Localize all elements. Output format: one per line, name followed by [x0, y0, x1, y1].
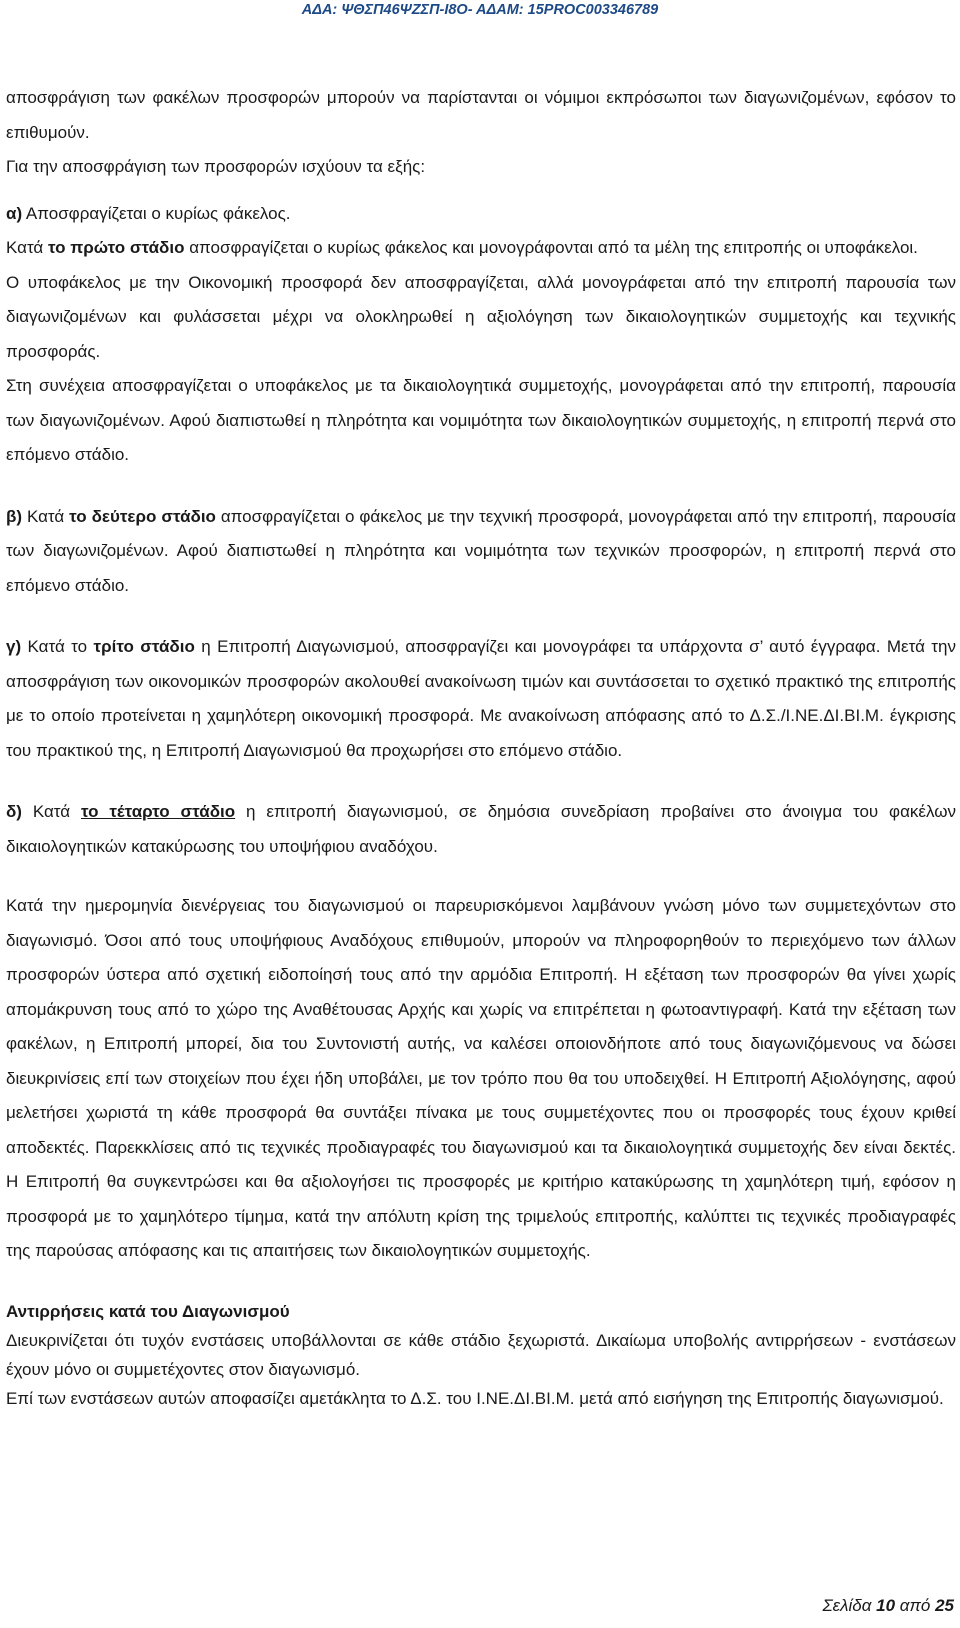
- text-span: αποσφραγίζεται ο φάκελος με την τεχνική προσφορά, μονογράφεται από την επιτροπή, παρουσία των διαγωνιζομένων. Αφού διαπιστωθεί η πληρότητα και νομιμότητα των τεχνικών προσφορών, η επιτροπή περνά στο επόμενο στάδιο.: [6, 506, 956, 595]
- stage-label: γ): [6, 637, 22, 656]
- text-span: αποσφραγίζεται ο κυρίως φάκελος και μονογράφονται από τα μέλη της επιτροπής οι υποφάκελοι.: [184, 238, 918, 257]
- paragraph: Κατά την ημερομηνία διενέργειας του διαγωνισμού οι παρευρισκόμενοι λαμβάνουν γνώση μόνο των συμμετεχόντων στο διαγωνισμό. Όσοι από τους υποψήφιους Αναδόχους επιθυμούν, μπορούν να πληροφορηθούν το περιεχόμενο των άλλων προσφορών ύστερα από σχετική ειδοποίησή τους από την αρμόδια Επιτροπή. Η εξέταση των προσφορών θα γίνει χωρίς απομάκρυνση τους από το χώρο της Αναθέτουσας Αρχής και χωρίς να επιτρέπεται η φωτοαντιγραφή. Κατά την εξέταση των φακέλων, η Επιτροπή μπορεί, δια του Συντονιστή αυτής, να καλέσει οποιονδήποτε από τους διαγωνιζόμενους να δώσει διευκρινίσεις επί των στοιχείων που έχει ήδη υποβάλει, με τον τρόπο που θα του υποδειχθεί. Η Επιτροπή Αξιολόγησης, αφού μελετήσει χωριστά τη κάθε προσφορά θα συντάξει πίνακα με τους συμμετέχοντες που οι προσφορές τους έχουν κριθεί αποδεκτές. Παρεκκλίσεις από τις τεχνικές προδιαγραφές του διαγωνισμού και τα δικαιολογητικά συμμετοχής δεν είναι δεκτές. Η Επιτροπή θα συγκεντρώσει και θα αξιολογήσει τις προσφορές με κριτήριο κατακύρωσης τη χαμηλότερη τιμή, εφόσον η προσφορά με το χαμηλότερο τίμημα, κατά την απόλυτη κρίση της τριμελούς επιτροπής, καλύπτει τις τεχνικές προδιαγραφές της παρούσας απόφασης και τις απαιτήσεις των δικαιολογητικών συμμετοχής.: [6, 896, 956, 1260]
- paragraph: [6, 231, 956, 266]
- document-header: ΑΔΑ: ΨΘΣΠ46ΨΖΣΠ-Ι8Ο- ΑΔΑΜ: 15PROC003346789: [301, 2, 659, 18]
- text-span: Κατά: [22, 506, 70, 526]
- page-prefix: Σελίδα: [822, 1596, 877, 1615]
- text-span: Κατά: [21, 802, 81, 821]
- bold-span: το πρώτο στάδιο: [48, 238, 185, 257]
- stage-b: [6, 500, 956, 604]
- text-span: Κατά: [6, 238, 48, 257]
- page-separator: από: [895, 1596, 936, 1615]
- paragraph: Ο υποφάκελος με την Οικονομική προσφορά δεν αποσφραγίζεται, αλλά μονογράφεται από την επιτροπή παρουσία των διαγωνιζομένων και φυλάσσεται μέχρι να ολοκληρωθεί η αξιολόγηση των δικαιολογητικών συμμετοχής και τεχνικής προσφοράς.: [6, 272, 956, 361]
- bold-span: τρίτο στάδιο: [93, 637, 195, 656]
- paragraph: Επί των ενστάσεων αυτών αποφασίζει αμετάκλητα το Δ.Σ. του Ι.ΝΕ.ΔΙ.ΒΙ.Μ. μετά από εισήγηση της Επιτροπής διαγωνισμού.: [6, 1388, 944, 1408]
- paragraph: Για την αποσφράγιση των προσφορών ισχύουν τα εξής:: [6, 157, 426, 176]
- stage-a: [6, 197, 956, 232]
- total-pages: 25: [935, 1596, 954, 1615]
- underlined-bold-span: το τέταρτο στάδιο: [80, 802, 236, 821]
- bold-span: το δεύτερο στάδιο: [69, 506, 216, 526]
- text-span: η Επιτροπή Διαγωνισμού, αποσφραγίζει και μονογράφει τα υπάρχοντα σ’ αυτό έγγραφα. Μετά την αποσφράγιση των οικονομικών προσφορών ακολουθεί ανακοίνωση τιμών και συντάσσεται το σχετικό πρακτικό της επιτροπής με το οποίο προτείνεται η χαμηλότερη οικονομική προσφορά. Με ανακοίνωση απόφασης από το Δ.Σ./Ι.ΝΕ.ΔΙ.ΒΙ.Μ. έγκρισης του πρακτικού της, η Επιτροπή Διαγωνισμού θα προχωρήσει στο επόμενο στάδιο.: [6, 637, 956, 760]
- stage-text: Αποσφραγίζεται ο κυρίως φάκελος.: [22, 203, 291, 223]
- document-body: [6, 81, 956, 1413]
- stage-label: β): [6, 506, 23, 526]
- paragraph: αποσφράγιση των φακέλων προσφορών μπορούν να παρίστανται οι νόμιμοι εκπρόσωποι των διαγωνιζομένων, εφόσον το επιθυμούν.: [6, 88, 956, 142]
- stage-d: [6, 795, 956, 864]
- current-page: 10: [876, 1596, 896, 1615]
- text-span: Κατά το: [21, 637, 94, 656]
- stage-label: δ): [6, 802, 22, 821]
- text-span: η επιτροπή διαγωνισμού, σε δημόσια συνεδρίαση προβαίνει στο άνοιγμα του φακέλων δικαιολογητικών κατακύρωσης του υποψήφιου αναδόχου.: [6, 802, 957, 856]
- stage-label: α): [6, 203, 23, 223]
- stage-c: [6, 630, 956, 768]
- paragraph: Διευκρινίζεται ότι τυχόν ενστάσεις υποβάλλονται σε κάθε στάδιο ξεχωριστά. Δικαίωμα υποβολής αντιρρήσεων - ενστάσεων έχουν μόνο οι συμμετέχοντες στον διαγωνισμό.: [6, 1330, 956, 1379]
- section-heading: Αντιρρήσεις κατά του Διαγωνισμού: [6, 1301, 290, 1321]
- page-number: [822, 1596, 954, 1616]
- paragraph: Στη συνέχεια αποσφραγίζεται ο υποφάκελος με τα δικαιολογητικά συμμετοχής, μονογράφεται από την επιτροπή, παρουσία των διαγωνιζομένων. Αφού διαπιστωθεί η πληρότητα και νομιμότητα των δικαιολογητικών συμμετοχής, η επιτροπή περνά στο επόμενο στάδιο.: [6, 376, 956, 464]
